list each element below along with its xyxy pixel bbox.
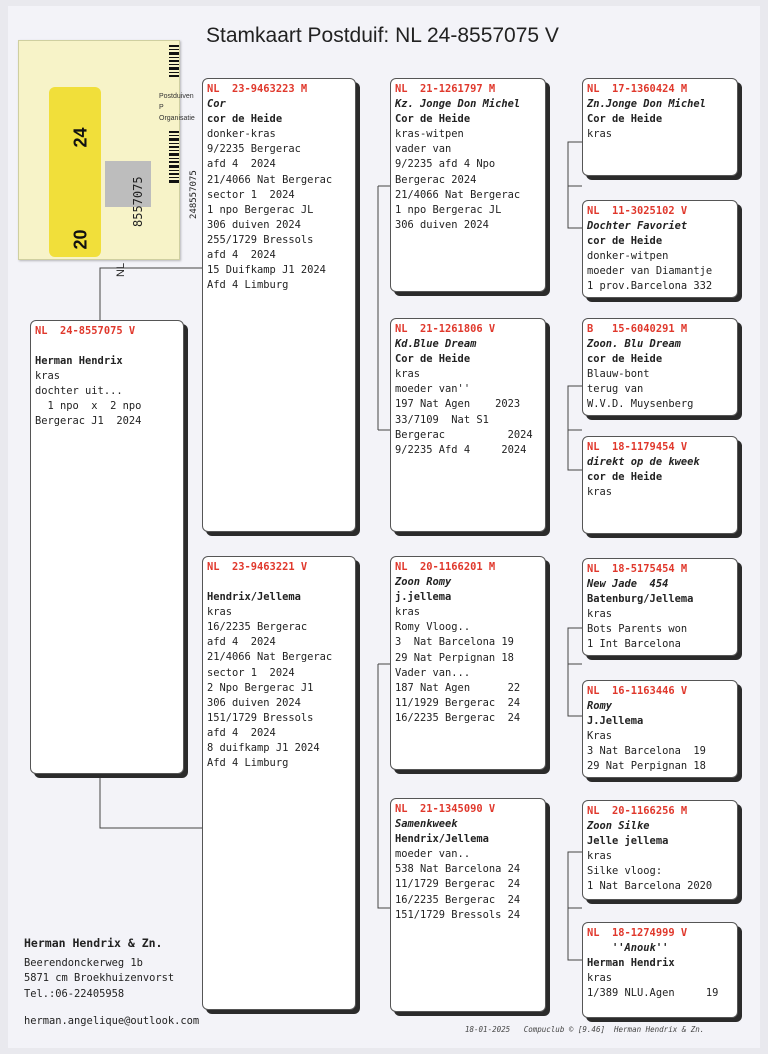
ring-side-labels: Postduiven P Organisatie xyxy=(159,93,195,122)
ring-header: NL 21-1261797 M xyxy=(395,83,496,95)
card-dam: NL 23-9463221 V Hendrix/Jellema kras 16/2235 Bergerac afd 4 2024 21/4066 Nat Bergerac sector 1 2024 2 Npo Bergerac J1 306 duiven 2024 151/1729 Bressols afd 4 2024 8 duifkamp J1 2024 Afd 4 Limburg xyxy=(202,556,356,1010)
pigeon-nickname: Dochter Favoriet xyxy=(587,220,688,233)
card-sss: NL 17-1360424 M Zn.Jonge Don Michel Cor de Heide kras xyxy=(582,78,738,176)
pigeon-nickname: Kd.Blue Dream xyxy=(395,338,477,351)
pigeon-nickname: direkt op de kweek xyxy=(587,456,700,469)
pigeon-breeder: cor de Heide xyxy=(587,235,663,248)
page-title: Stamkaart Postduif: NL 24-8557075 V xyxy=(206,24,559,47)
ring-year-left: 20 xyxy=(70,229,91,250)
ring-header: NL 23-9463223 M xyxy=(207,83,308,95)
ring-header: NL 20-1166256 M xyxy=(587,805,688,817)
ring-header: NL 16-1163446 V xyxy=(587,685,688,697)
card-dss: NL 18-5175454 M New Jade 454 Batenburg/Jellema kras Bots Parents won 1 Int Barcelona xyxy=(582,558,738,656)
owner-address1: Beerendonckerweg 1b xyxy=(24,956,143,969)
pigeon-breeder: Batenburg/Jellema xyxy=(587,593,694,606)
pigeon-breeder: Herman Hendrix xyxy=(587,957,675,970)
ring-header: NL 21-1261806 V xyxy=(395,323,496,335)
owner-name: Herman Hendrix & Zn. xyxy=(24,936,163,950)
pigeon-breeder: Cor de Heide xyxy=(587,113,663,126)
ring-header: B 15-6040291 M xyxy=(587,323,688,335)
ring-header: NL 18-1179454 V xyxy=(587,441,688,453)
pigeon-breeder: Hendrix/Jellema xyxy=(207,591,301,604)
owner-block xyxy=(24,936,200,1027)
card-dsd: NL 16-1163446 V Romy J.Jellema Kras 3 Nat Barcelona 19 29 Nat Perpignan 18 xyxy=(582,680,738,778)
footer-credit: 18-01-2025 Compuclub © [9.46] Herman Hendrix & Zn. xyxy=(465,1025,705,1034)
card-dds: NL 20-1166256 M Zoon Silke Jelle jellema kras Silke vloog: 1 Nat Barcelona 2020 xyxy=(582,800,738,900)
ring-header: NL 23-9463221 V xyxy=(207,561,308,573)
pigeon-breeder: cor de Heide xyxy=(587,353,663,366)
pigeon-breeder: Hendrix/Jellema xyxy=(395,833,489,846)
pigeon-breeder: Cor de Heide xyxy=(395,353,471,366)
pigeon-nickname: Zoon. Blu Dream xyxy=(587,338,681,351)
ring-barcode-number: 248557075 xyxy=(189,170,199,219)
pigeon-nickname: Kz. Jonge Don Michel xyxy=(395,98,521,111)
owner-address2: 5871 cm Broekhuizenvorst xyxy=(24,972,175,984)
pigeon-breeder: j.jellema xyxy=(395,591,452,604)
pigeon-nickname: New Jade 454 xyxy=(587,578,669,591)
card-sds: B 15-6040291 M Zoon. Blu Dream cor de Heide Blauw-bont terug van W.V.D. Muysenberg xyxy=(582,318,738,416)
owner-email[interactable]: herman.angelique@outlook.com xyxy=(24,1015,200,1027)
pigeon-nickname: Cor xyxy=(207,98,226,111)
card-ssd: NL 11-3025102 V Dochter Favoriet cor de Heide donker-witpen moeder van Diamantje 1 prov.Barcelona 332 xyxy=(582,200,738,298)
card-sire-sire: NL 21-1261797 M Kz. Jonge Don Michel Cor de Heide kras-witpen vader van 9/2235 afd 4 Npo Bergerac 2024 21/4066 Nat Bergerac 1 npo Bergerac JL 306 duiven 2024 xyxy=(390,78,546,292)
pigeon-breeder: cor de Heide xyxy=(587,471,663,484)
card-dam-sire: NL 20-1166201 M Zoon Romy j.jellema kras Romy Vloog.. 3 Nat Barcelona 19 29 Nat Perpignan 18 Vader van... 187 Nat Agen 22 11/1929 Bergerac 24 16/2235 Bergerac 24 xyxy=(390,556,546,770)
card-sdd: NL 18-1179454 V direkt op de kweek cor de Heide kras xyxy=(582,436,738,534)
ring-country: NL xyxy=(115,262,127,277)
ring-header: NL 17-1360424 M xyxy=(587,83,688,95)
card-sire: NL 23-9463223 M Cor cor de Heide donker-kras 9/2235 Bergerac afd 4 2024 21/4066 Nat Bergerac sector 1 2024 1 npo Bergerac JL 306 duiven 2024 255/1729 Bressols afd 4 2024 15 Duifkamp J1 2024 Afd 4 Limburg xyxy=(202,78,356,532)
pigeon-nickname: Zn.Jonge Don Michel xyxy=(587,98,706,111)
pigeon-nickname: Zoon Silke xyxy=(587,820,650,833)
pigeon-nickname: Romy xyxy=(587,700,613,713)
ring-header: NL 18-1274999 V xyxy=(587,927,688,939)
card-dam-dam: NL 21-1345090 V Samenkweek Hendrix/Jellema moeder van.. 538 Nat Barcelona 24 11/1729 Bergerac 24 16/2235 Bergerac 24 151/1729 Bressols 24 xyxy=(390,798,546,1012)
pigeon-breeder: Cor de Heide xyxy=(395,113,471,126)
pigeon-nickname: ''Anouk'' xyxy=(587,942,669,955)
owner-phone: Tel.:06-22405958 xyxy=(24,987,125,1000)
ring-header: NL 24-8557075 V xyxy=(35,325,136,337)
ring-header: NL 20-1166201 M xyxy=(395,561,496,573)
ring-year-right: 24 xyxy=(70,127,91,148)
ring-header: NL 21-1345090 V xyxy=(395,803,496,815)
card-subject: NL 24-8557075 V Herman Hendrix kras dochter uit... 1 npo x 2 npo Bergerac J1 2024 xyxy=(30,320,184,774)
pigeon-nickname: Zoon Romy xyxy=(395,576,452,589)
pigeon-breeder: J.Jellema xyxy=(587,715,644,728)
pigeon-breeder: Jelle jellema xyxy=(587,835,669,848)
pigeon-name: Herman Hendrix xyxy=(35,355,123,368)
pigeon-breeder: cor de Heide xyxy=(207,113,283,126)
ring-header: NL 11-3025102 V xyxy=(587,205,688,217)
ring-number: 8557075 xyxy=(131,176,145,227)
card-ddd: NL 18-1274999 V ''Anouk'' Herman Hendrix kras 1/389 NLU.Agen 19 xyxy=(582,922,738,1018)
pigeon-nickname: Samenkweek xyxy=(395,818,458,831)
ring-header: NL 18-5175454 M xyxy=(587,563,688,575)
card-sire-dam: NL 21-1261806 V Kd.Blue Dream Cor de Heide kras moeder van'' 197 Nat Agen 2023 33/7109 Nat S1 Bergerac 2024 9/2235 Afd 4 2024 xyxy=(390,318,546,532)
